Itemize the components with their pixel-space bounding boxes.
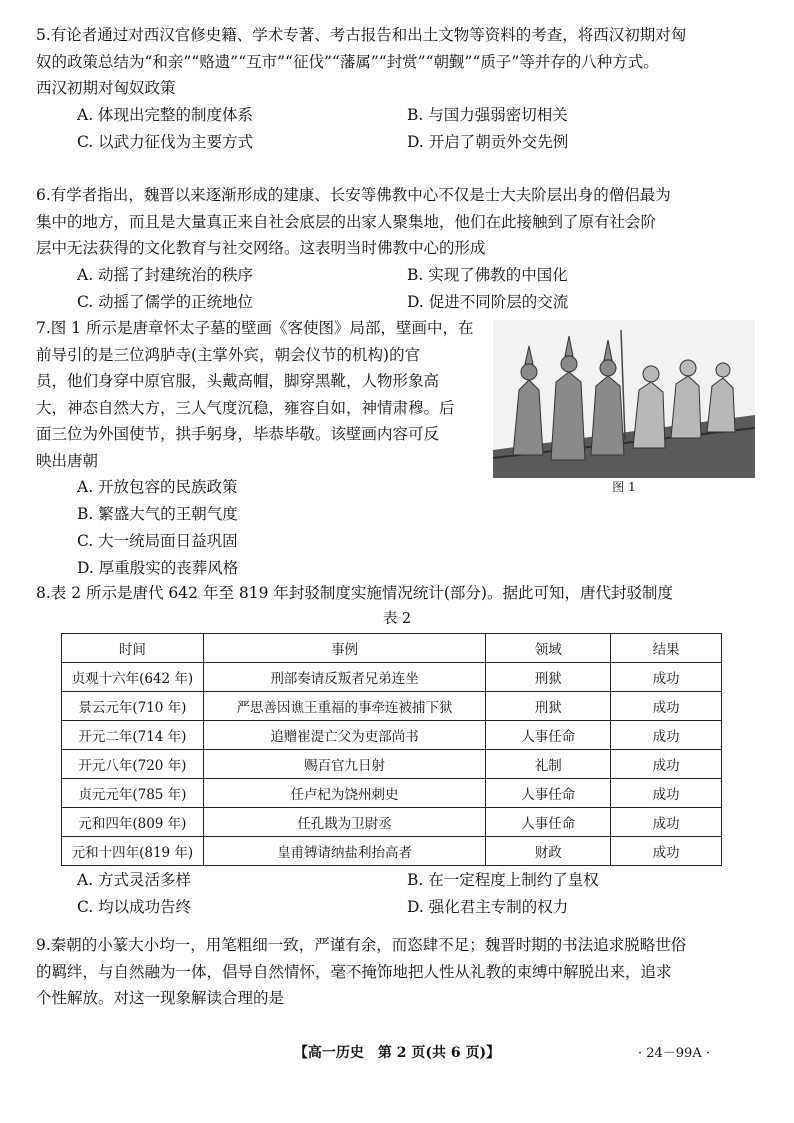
question-7-option-a: A. 开放包容的民族政策	[77, 478, 238, 496]
question-7-stem-line-4: 大，神态自然大方，三人气度沉稳，雍容自如，神情肃穆。后	[36, 398, 455, 417]
cell-result: 成功	[611, 808, 722, 837]
question-8-option-a: A. 方式灵活多样	[77, 871, 192, 889]
question-5-option-c: C. 以武力征伐为主要方式	[77, 132, 254, 151]
question-7-stem-line-3: 员，他们身穿中原官服，头戴高帽，脚穿黑靴，人物形象高	[36, 372, 440, 390]
header-domain: 领域	[486, 634, 611, 663]
question-5-option-b: B. 与国力强弱密切相关	[407, 105, 568, 124]
question-6-stem-line-3: 层中无法获得的文化教育与社交网络。这表明当时佛教中心的形成	[36, 239, 486, 257]
cell-case: 严思善因谯王重福的事牵连被捕下狱	[203, 692, 486, 721]
footer-page-info: 【高一历史 第 2 页(共 6 页)】	[293, 1045, 501, 1061]
table-row	[62, 721, 722, 750]
mural-figure-image	[493, 320, 755, 478]
table-2-caption: 表 2	[382, 611, 412, 627]
cell-time: 开元八年(720 年)	[62, 750, 204, 779]
question-9-stem-line-1: 9.秦朝的小篆大小均一，用笔粗细一致，严谨有余，而恣肆不足；魏晋时期的书法追求脱略世俗	[36, 936, 687, 954]
question-6-option-d: D. 促进不同阶层的交流	[407, 292, 569, 311]
question-5-stem-line-3: 西汉初期对匈奴政策	[36, 79, 176, 97]
cell-domain: 刑狱	[486, 692, 611, 721]
cell-time: 贞观十六年(642 年)	[62, 663, 204, 692]
cell-case: 刑部奏请反叛者兄弟连坐	[203, 663, 486, 692]
cell-case: 任孔戡为卫尉丞	[203, 808, 486, 837]
question-7-stem-line-1: 7.图 1 所示是唐章怀太子墓的壁画《客使图》局部，壁画中，在	[36, 319, 474, 337]
data-table	[61, 633, 722, 866]
cell-time: 元和四年(809 年)	[62, 808, 204, 837]
header-time: 时间	[62, 634, 204, 663]
cell-case: 追赠崔湜亡父为吏部尚书	[203, 721, 486, 750]
question-5-option-d: D. 开启了朝贡外交先例	[407, 132, 569, 151]
cell-result: 成功	[611, 663, 722, 692]
question-6-stem-line-2: 集中的地方，而且是大量真正来自社会底层的出家人聚集地，他们在此接触到了原有社会阶	[36, 212, 657, 231]
footer-exam-code: · 24－99A ·	[637, 1046, 710, 1061]
question-8-stem-line-1: 8.表 2 所示是唐代 642 年至 819 年封驳制度实施情况统计(部分)。据此可知，唐代封驳制度	[36, 584, 673, 602]
question-6-option-a: A. 动摇了封建统治的秩序	[77, 265, 254, 284]
cell-domain: 人事任命	[486, 779, 611, 808]
question-7-stem-line-2: 前导引的是三位鸿胪寺(主掌外宾，朝会仪节的机构)的官	[36, 345, 421, 364]
question-7-option-c: C. 大一统局面日益巩固	[77, 532, 238, 550]
table-row	[62, 692, 722, 721]
question-5-option-a: A. 体现出完整的制度体系	[77, 105, 254, 124]
figure-1-caption: 图 1	[612, 480, 636, 494]
cell-result: 成功	[611, 779, 722, 808]
question-6	[36, 182, 756, 316]
table-row	[62, 750, 722, 779]
cell-result: 成功	[611, 692, 722, 721]
question-5-stem-line-1: 5.有论者通过对西汉官修史籍、学术专著、考古报告和出土文物等资料的考查，将西汉初期对匈	[36, 26, 687, 44]
question-6-option-c: C. 动摇了儒学的正统地位	[77, 292, 254, 311]
table-header-row	[62, 634, 722, 663]
question-6-stem-line-1: 6.有学者指出，魏晋以来逐渐形成的建康、长安等佛教中心不仅是士大夫阶层出身的僧侣最为	[36, 186, 671, 204]
cell-case: 赐百官九日射	[203, 750, 486, 779]
question-5-stem-line-2: 奴的政策总结为“和亲”“赂遗”“互市”“征伐”“藩属”“封赏”“朝觐”“质子”等并存的八种方式。	[36, 52, 659, 71]
cell-time: 景云元年(710 年)	[62, 692, 204, 721]
cell-domain: 人事任命	[486, 808, 611, 837]
question-8-options	[36, 867, 756, 921]
cell-domain: 人事任命	[486, 721, 611, 750]
cell-result: 成功	[611, 721, 722, 750]
table-row	[62, 808, 722, 837]
question-6-option-b: B. 实现了佛教的中国化	[407, 265, 568, 284]
question-7-option-d: D. 厚重殷实的丧葬风格	[77, 559, 239, 577]
cell-time: 元和十四年(819 年)	[62, 837, 204, 866]
question-9-stem-line-2: 的羁绊，与自然融为一体，倡导自然情怀，毫不掩饰地把人性从礼教的束缚中解脱出来，追求	[36, 962, 672, 981]
question-8-option-b: B. 在一定程度上制约了皇权	[407, 871, 599, 889]
header-result: 结果	[611, 634, 722, 663]
table-row	[62, 837, 722, 866]
question-9	[36, 932, 756, 1012]
table-row	[62, 779, 722, 808]
cell-domain: 财政	[486, 837, 611, 866]
cell-case: 皇甫镈请纳盐利抬高者	[203, 837, 486, 866]
cell-time: 贞元元年(785 年)	[62, 779, 204, 808]
question-8	[36, 580, 756, 607]
question-8-option-d: D. 强化君主专制的权力	[407, 898, 569, 916]
cell-result: 成功	[611, 837, 722, 866]
cell-time: 开元二年(714 年)	[62, 721, 204, 750]
cell-case: 任卢杞为饶州刺史	[203, 779, 486, 808]
question-5	[36, 22, 756, 156]
question-8-option-c: C. 均以成功告终	[77, 898, 192, 916]
header-case: 事例	[203, 634, 486, 663]
question-7-option-b: B. 繁盛大气的王朝气度	[77, 505, 238, 523]
question-7-stem-line-5: 面三位为外国使节，拱手躬身，毕恭毕敬。该壁画内容可反	[36, 425, 440, 443]
question-7-stem-line-6: 映出唐朝	[36, 451, 99, 470]
question-9-stem-line-3: 个性解放。对这一现象解读合理的是	[36, 989, 285, 1007]
cell-domain: 刑狱	[486, 663, 611, 692]
table-row	[62, 663, 722, 692]
cell-domain: 礼制	[486, 750, 611, 779]
cell-result: 成功	[611, 750, 722, 779]
